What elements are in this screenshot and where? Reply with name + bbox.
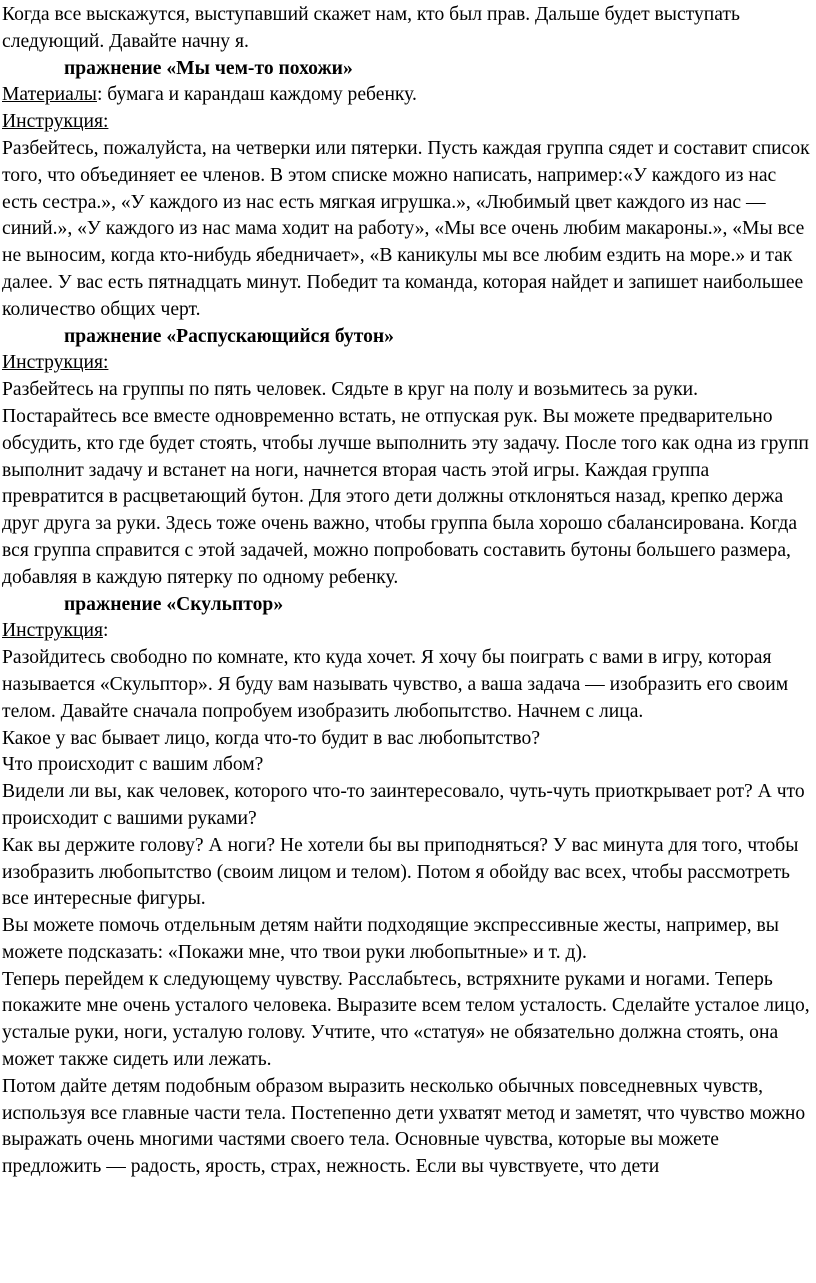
- exercise-3-paragraph: Что происходит с вашим лбом?: [2, 754, 264, 776]
- exercise-2-title: пражнение «Распускающийся бутон»: [64, 325, 394, 347]
- exercise-1-title: пражнение «Мы чем-то похожи»: [64, 57, 353, 79]
- exercise-3-paragraph: Как вы держите голову? А ноги? Не хотели бы вы приподняться? У вас минута для того, чтобы изобразить любопытство (своим лицом и телом). Потом я обойду вас всех, чтобы рассмотреть все интересные фигуры.: [2, 834, 799, 910]
- intro-paragraph: Когда все выскажутся, выступавший скажет нам, кто был прав. Дальше будет выступать следующий. Давайте начну я.: [2, 4, 740, 52]
- exercise-3-instruction-colon: :: [102, 620, 109, 642]
- exercise-3-paragraph: Потом дайте детям подобным образом выразить несколько обычных повседневных чувств, используя все главные части тела. Постепенно дети ухватят метод и заметят, что чувство можно выражать очень многими частями своего тела. Основные чувства, которые вы можете предложить — радость, ярость, страх, нежность. Если вы чувствуете, что дети: [2, 1075, 806, 1178]
- exercise-3-paragraph: Теперь перейдем к следующему чувству. Расслабьтесь, встряхните руками и ногами. Теперь покажите мне очень усталого человека. Выразите всем телом усталость. Сделайте усталое лицо, усталые руки, ноги, усталую голову. Учтите, что «статуя» не обязательно должна стоять, она может также сидеть или лежать.: [2, 968, 810, 1071]
- exercise-1-instruction-label: Инструкция:: [2, 111, 109, 133]
- exercise-2-instruction-label: Инструкция:: [2, 352, 109, 374]
- document-page: [2, 2, 814, 1181]
- exercise-3-paragraph: Видели ли вы, как человек, которого что-то заинтересовало, чуть-чуть приоткрывает рот? А что происходит с вашими руками?: [2, 781, 805, 829]
- exercise-1-text: Разбейтесь, пожалуйста, на четверки или пятерки. Пусть каждая группа сядет и составит список того, что объединяет ее членов. В этом списке можно написать, например:«У каждого из нас есть сестра.», «У каждого из нас есть мягкая игрушка.», «Любимый цвет каждого из нас — синий.», «У каждого из нас мама ходит на работу», «Мы все очень любим макароны.», «Мы все не выносим, когда кто-нибудь ябедничает», «В каникулы мы все любим ездить на море.» и так далее. У вас есть пятнадцать минут. Победит та команда, которая найдет и запишет наибольшее количество общих черт.: [2, 137, 810, 320]
- exercise-1-materials: [2, 82, 814, 109]
- exercise-3-paragraph: Разойдитесь свободно по комнате, кто куда хочет. Я хочу бы поиграть с вами в игру, которая называется «Скульптор». Я буду вам называть чувство, а ваша задача — изобразить его своим телом. Давайте сначала попробуем изобразить любопытство. Начнем с лица.: [2, 647, 789, 722]
- exercise-3-paragraph: Вы можете помочь отдельным детям найти подходящие экспрессивные жесты, например, вы можете подсказать: «Покажи мне, что твои руки любопытные» и т. д).: [2, 915, 779, 963]
- exercise-2-text: Разбейтесь на группы по пять человек. Сядьте в круг на полу и возьмитесь за руки. Постарайтесь все вместе одновременно встать, не отпуская рук. Вы можете предварительно обсудить, кто где будет стоять, чтобы лучше выполнить эту задачу. После того как одна из групп выполнит задачу и встанет на ноги, начнется вторая часть этой игры. Каждая группа превратится в расцветающий бутон. Для этого дети должны отклоняться назад, крепко держа друг друга за руки. Здесь тоже очень важно, чтобы группа была хорошо сбалансирована. Когда вся группа справится с этой задачей, можно попробовать составить бутоны большего размера, добавляя в каждую пятерку по одному ребенку.: [2, 379, 809, 588]
- exercise-3-instruction-label: Инструкция: [2, 620, 103, 642]
- materials-label: Материалы: [2, 84, 97, 106]
- exercise-3-title: пражнение «Скульптор»: [64, 593, 284, 615]
- exercise-3-instruction: [2, 618, 814, 645]
- materials-text: : бумага и карандаш каждому ребенку.: [96, 84, 417, 106]
- exercise-3-paragraph: Какое у вас бывает лицо, когда что-то будит в вас любопытство?: [2, 727, 541, 749]
